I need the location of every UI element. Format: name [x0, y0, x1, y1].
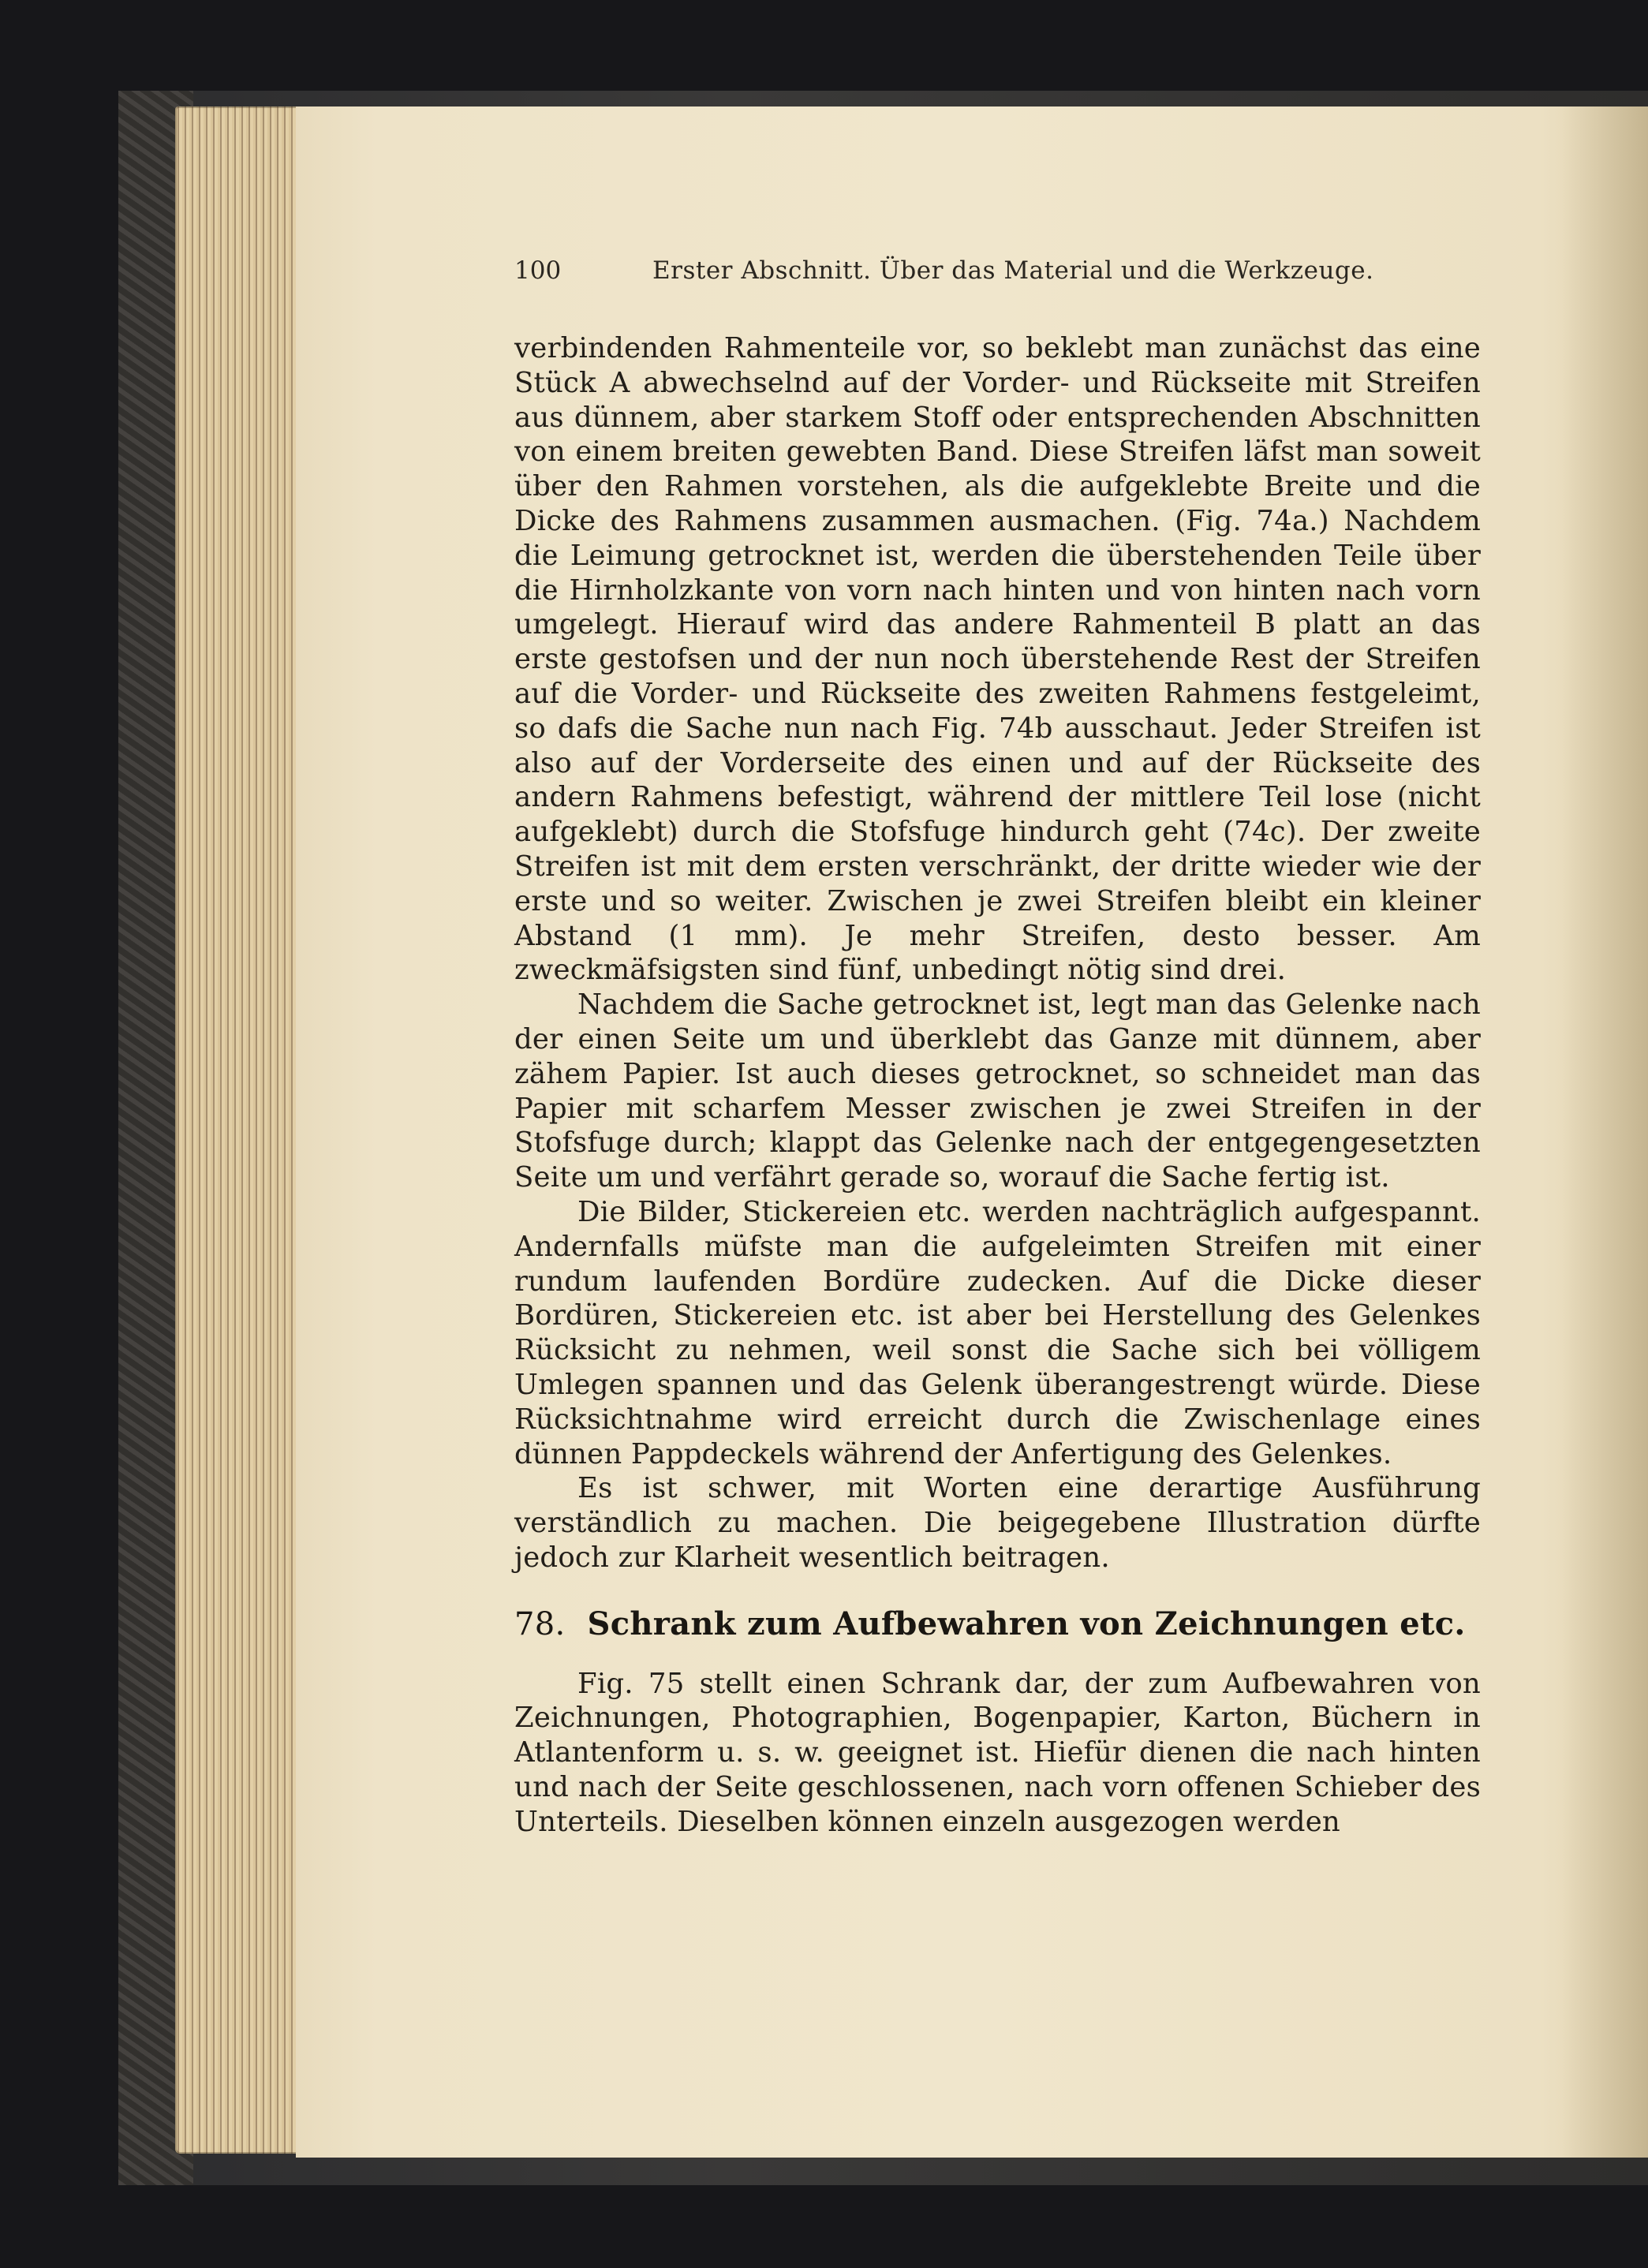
paragraph: Fig. 75 stellt einen Schrank dar, der zum Aufbewahren von Zeichnungen, Photographien, Bogenpapier, Karton, Büchern in Atlantenform u. s. w. geeignet ist. Hiefür dienen die nach hinten und nach der Seite geschlossenen, nach vorn offenen Schieber des Unterteils. Dieselben können einzeln ausgezogen werden: [514, 1667, 1481, 1838]
paragraph: Nachdem die Sache getrocknet ist, legt man das Gelenke nach der einen Seite um und überklebt das Ganze mit dünnem, aber zähem Papier. Ist auch dieses getrocknet, so schneidet man das Papier mit scharfem Messer zwischen je zwei Streifen in der Stofsfuge durch; klappt das Gelenke nach der entgegengesetzten Seite um und verfährt gerade so, worauf die Sache fertig ist.: [514, 988, 1481, 1194]
page-gutter-shadow: [1561, 106, 1648, 2158]
paragraph: Es ist schwer, mit Worten eine derartige Ausführung verständlich zu machen. Die beigegebene Illustration dürfte jedoch zur Klarheit wesentlich beitragen.: [514, 1472, 1481, 1574]
running-title: Erster Abschnitt. Über das Material und die Werkzeuge.: [652, 256, 1374, 285]
section-title: Schrank zum Aufbewahren von Zeichnungen etc.: [587, 1605, 1466, 1642]
section-number: 78.: [514, 1605, 566, 1642]
section-heading: [514, 1604, 1481, 1645]
paragraph: Die Bilder, Stickereien etc. werden nachträglich aufgespannt. Andernfalls müfste man die aufgeleimten Streifen mit einer rundum laufenden Bordüre zudecken. Auf die Dicke dieser Bordüren, Stickereien etc. ist aber bei Herstellung des Gelenkes Rücksicht zu nehmen, weil sonst die Sache sich bei völligem Umlegen spannen und das Gelenk überangestrengt würde. Diese Rücksichtnahme wird erreicht durch die Zwischenlage eines dünnen Pappdeckels während der Anfertigung des Gelenkes.: [514, 1195, 1481, 1470]
paragraph: verbindenden Rahmenteile vor, so beklebt man zunächst das eine Stück A abwechselnd auf der Vorder- und Rückseite mit Streifen aus dünnem, aber starkem Stoff oder entsprechenden Abschnitten von einem breiten gewebten Band. Diese Streifen läfst man soweit über den Rahmen vorstehen, als die aufgeklebte Breite und die Dicke des Rahmens zusammen ausmachen. (Fig. 74a.) Nachdem die Leimung getrocknet ist, werden die überstehenden Teile über die Hirnholzkante von vorn nach hinten und von hinten nach vorn umgelegt. Hierauf wird das andere Rahmenteil B platt an das erste gestofsen und der nun noch überstehende Rest der Streifen auf die Vorder- und Rückseite des zweiten Rahmens festgeleimt, so dafs die Sache nun nach Fig. 74b ausschaut. Jeder Streifen ist also auf der Vorderseite des einen und auf der Rückseite des andern Rahmens befestigt, während der mittlere Teil lose (nicht aufgeklebt) durch die Stofsfuge hindurch geht (74c). Der zweite Streifen ist mit dem ersten verschränkt, der dritte wieder wie der erste und so weiter. Zwischen je zwei Streifen bleibt ein kleiner Abstand (1 mm). Je mehr Streifen, desto besser. Am zweckmäfsigsten sind fünf, unbedingt nötig sind drei.: [514, 332, 1481, 987]
page-number: 100: [514, 256, 562, 285]
running-header: [514, 256, 1481, 296]
page-body: [514, 331, 1481, 1840]
page-stack-edges: [175, 106, 301, 2154]
